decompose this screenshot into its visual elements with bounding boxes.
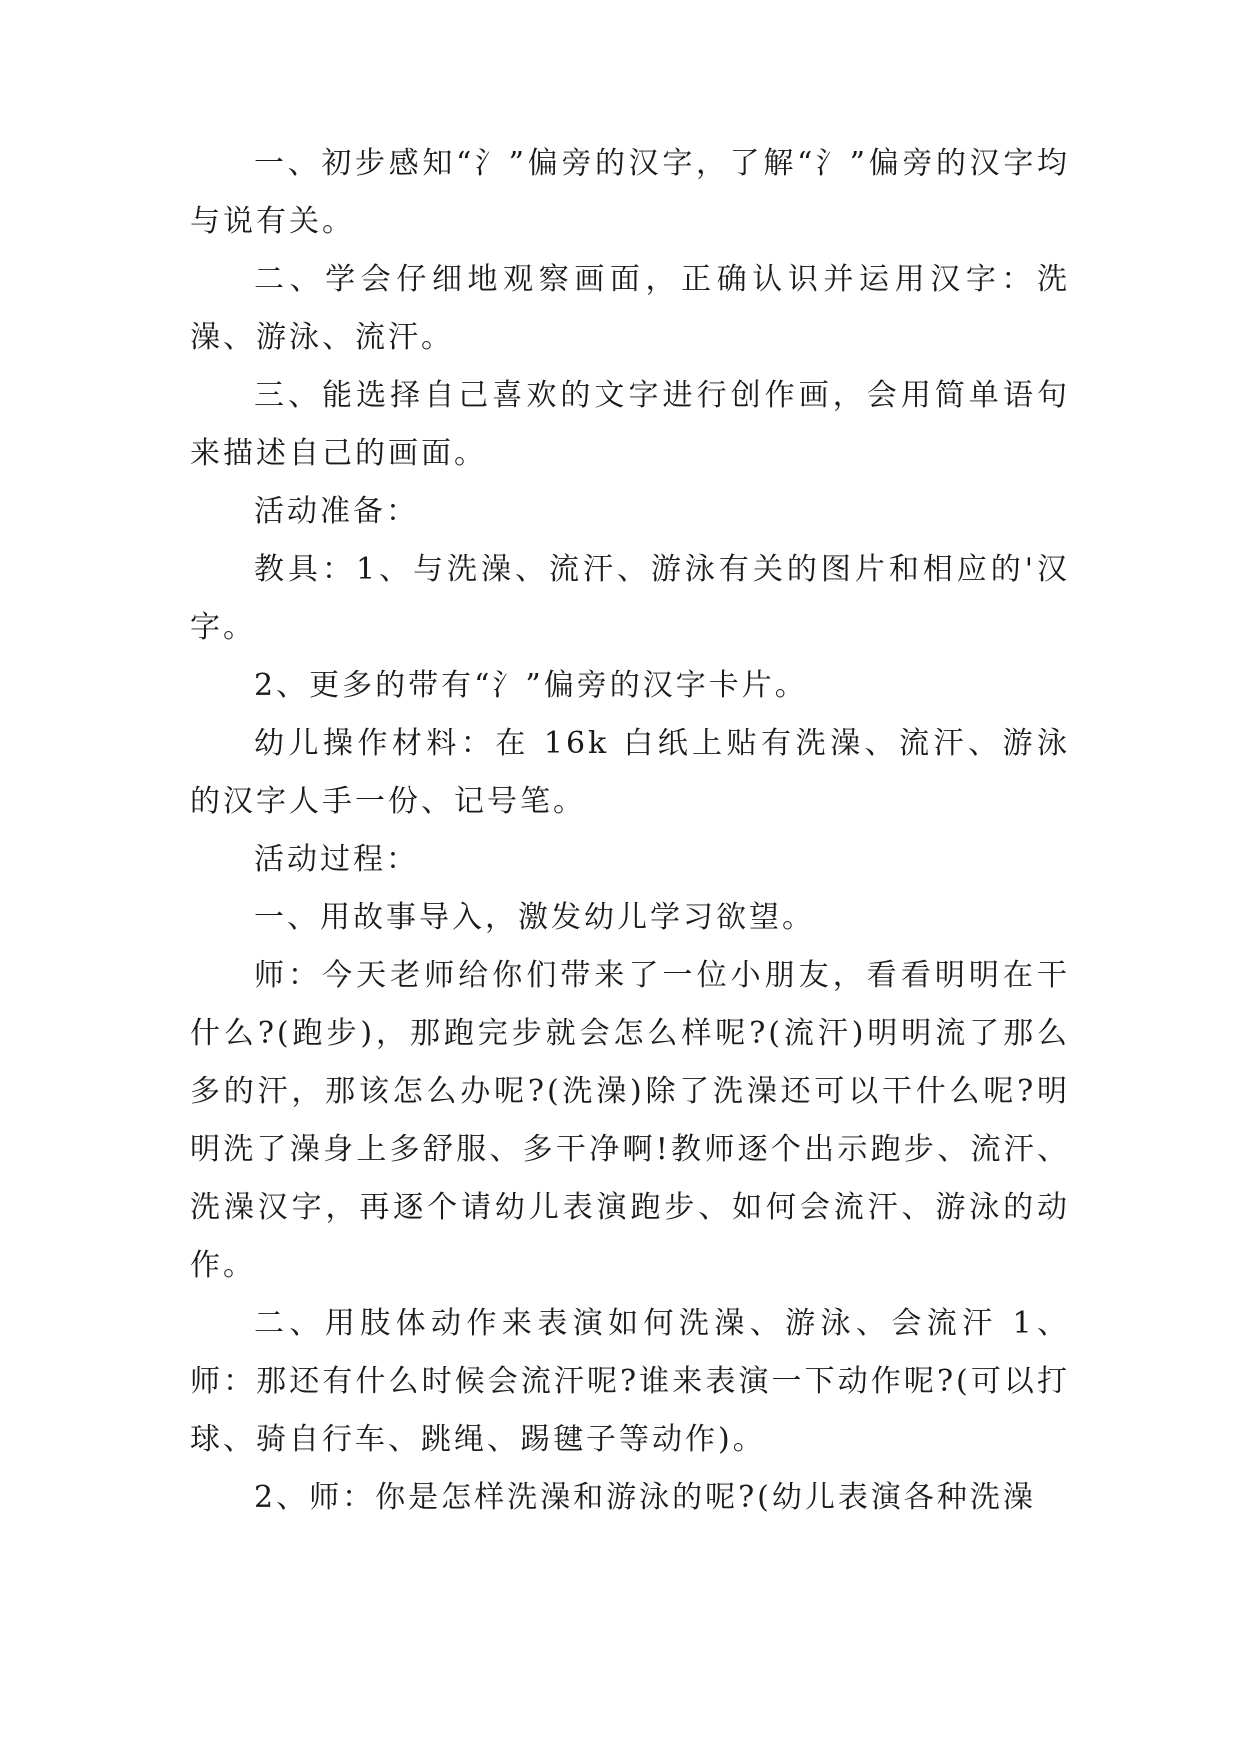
paragraph-step-2: 二、用肢体动作来表演如何洗澡、游泳、会流汗 1、师：那还有什么时候会流汗呢?谁来表演一下动作呢?(可以打球、骑自行车、跳绳、踢毽子等动作)。 xyxy=(190,1306,1070,1457)
paragraph-child-materials: 幼儿操作材料：在 16k 白纸上贴有洗澡、流汗、游泳的汉字人手一份、记号笔。 xyxy=(190,726,1070,819)
paragraph-step-2-part-2: 2、师：你是怎样洗澡和游泳的呢?(幼儿表演各种洗澡 xyxy=(254,1480,1036,1515)
paragraph-objective-1: 一、初步感知“氵”偏旁的汉字，了解“氵”偏旁的汉字均与说有关。 xyxy=(190,146,1070,239)
paragraph-step-1: 一、用故事导入，激发幼儿学习欲望。 xyxy=(254,900,815,935)
paragraph-teaching-aids: 教具：1、与洗澡、流汗、游泳有关的图片和相应的'汉字。 xyxy=(190,552,1070,645)
paragraph-word-cards: 2、更多的带有“氵”偏旁的汉字卡片。 xyxy=(254,668,808,703)
document-page xyxy=(190,135,1070,1527)
heading-activity-preparation: 活动准备： xyxy=(254,494,419,529)
paragraph-objective-3: 三、能选择自己喜欢的文字进行创作画，会用简单语句来描述自己的画面。 xyxy=(190,378,1070,471)
paragraph-teacher-story: 师：今天老师给你们带来了一位小朋友，看看明明在干什么?(跑步)，那跑完步就会怎么样呢?(流汗)明明流了那么多的汗，那该怎么办呢?(洗澡)除了洗澡还可以干什么呢?明明洗了澡身上多舒服、多干净啊!教师逐个出示跑步、流汗、洗澡汉字，再逐个请幼儿表演跑步、如何会流汗、游泳的动作。 xyxy=(190,958,1070,1283)
heading-activity-process: 活动过程： xyxy=(254,842,419,877)
paragraph-objective-2: 二、学会仔细地观察画面，正确认识并运用汉字：洗澡、游泳、流汗。 xyxy=(190,262,1070,355)
